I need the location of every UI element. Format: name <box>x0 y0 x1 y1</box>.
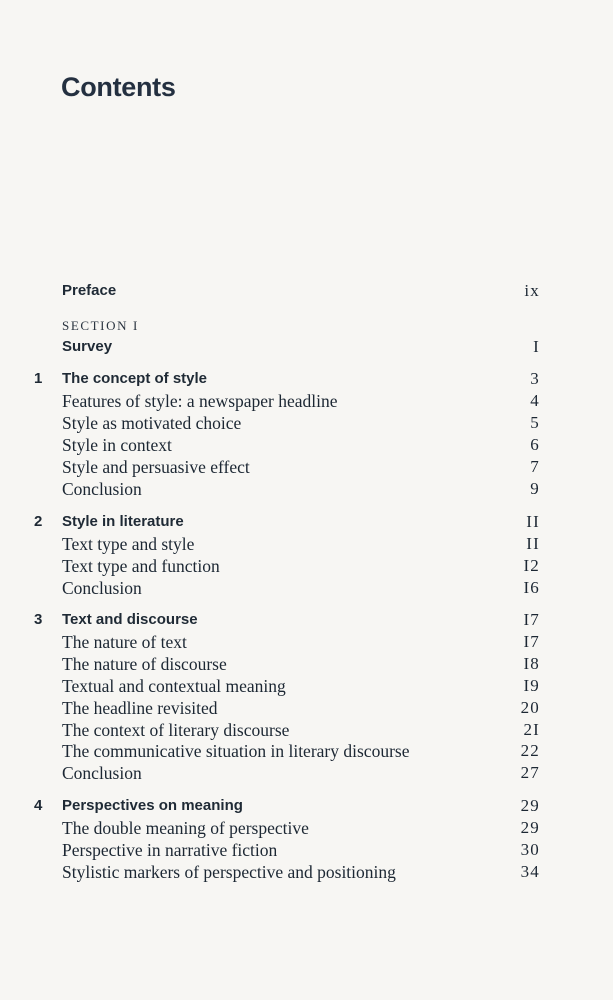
toc-entry[interactable] <box>0 533 613 555</box>
toc-page-number: ix <box>524 281 540 300</box>
toc-entry-title: Style in context <box>62 435 172 455</box>
toc-entry-survey[interactable] <box>0 336 613 358</box>
toc-entry[interactable] <box>0 762 613 784</box>
chapter-title: Text and discourse <box>62 611 198 628</box>
section-heading <box>0 315 613 337</box>
section-title: Survey <box>62 338 113 355</box>
toc-entry-title: Conclusion <box>62 763 142 783</box>
toc-entry[interactable] <box>0 697 613 719</box>
chapter-heading-1[interactable] <box>0 368 613 390</box>
toc-entry[interactable] <box>0 719 613 741</box>
chapter-heading-2[interactable] <box>0 511 613 533</box>
toc-page-number: 7 <box>530 457 540 476</box>
toc-entry-title: The nature of text <box>62 632 187 652</box>
toc-entry[interactable] <box>0 675 613 697</box>
page-title: Contents <box>61 72 176 102</box>
toc-page-number: I9 <box>523 676 540 695</box>
toc-page-number: 34 <box>520 862 540 881</box>
toc-entry-title: Features of style: a newspaper headline <box>62 391 338 411</box>
toc-entry[interactable] <box>0 839 613 861</box>
toc-page-number: I6 <box>523 578 540 597</box>
toc-entry[interactable] <box>0 577 613 599</box>
toc-entry-title: The communicative situation in literary discourse <box>62 741 410 761</box>
chapter-number: 1 <box>34 370 43 387</box>
toc-page-number: I7 <box>523 632 540 651</box>
section-label: SECTION I <box>62 318 139 333</box>
toc-entry-title: Style and persuasive effect <box>62 457 250 477</box>
toc-entry-title: Text type and function <box>62 556 220 576</box>
toc-entry[interactable] <box>0 456 613 478</box>
toc-page-number: 30 <box>520 840 540 859</box>
toc-entry-preface[interactable] <box>0 280 613 302</box>
toc-entry[interactable] <box>0 653 613 675</box>
toc-page-number: I <box>533 337 540 356</box>
toc-entry[interactable] <box>0 434 613 456</box>
toc-entry-title: Conclusion <box>62 479 142 499</box>
chapter-title: Perspectives on meaning <box>62 797 243 814</box>
chapter-title: The concept of style <box>62 370 208 387</box>
toc-entry-title: The headline revisited <box>62 698 218 718</box>
chapter-number: 2 <box>34 513 43 530</box>
toc-page-number: 3 <box>530 369 540 388</box>
toc-page-number: 27 <box>520 763 540 782</box>
toc-entry[interactable] <box>0 631 613 653</box>
chapter-heading-4[interactable] <box>0 795 613 817</box>
chapter-title: Style in literature <box>62 513 184 530</box>
toc-page-number: I7 <box>523 610 540 629</box>
toc-entry-title: Text type and style <box>62 534 195 554</box>
toc-entry-title: Textual and contextual meaning <box>62 676 286 696</box>
toc-entry[interactable] <box>0 555 613 577</box>
toc-entry[interactable] <box>0 412 613 434</box>
toc-entry-title: Stylistic markers of perspective and positioning <box>62 862 396 882</box>
toc-page-number: 29 <box>520 818 540 837</box>
toc-page-number: I2 <box>523 556 540 575</box>
toc-page-number: 5 <box>530 413 540 432</box>
toc-page-number: 20 <box>520 698 540 717</box>
toc-page-number: 9 <box>530 479 540 498</box>
toc-page-number: II <box>526 534 540 553</box>
toc-page-number: 2I <box>523 720 540 739</box>
toc-entry-title: Style as motivated choice <box>62 413 242 433</box>
toc-entry-title: The context of literary discourse <box>62 720 290 740</box>
toc-entry[interactable] <box>0 740 613 762</box>
toc-page-number: I8 <box>523 654 540 673</box>
toc-entry[interactable] <box>0 817 613 839</box>
toc-page-number: 4 <box>530 391 540 410</box>
chapter-heading-3[interactable] <box>0 609 613 631</box>
toc-page-number: 29 <box>520 796 540 815</box>
toc-entry-title: The double meaning of perspective <box>62 818 309 838</box>
toc-entry[interactable] <box>0 478 613 500</box>
toc-entry[interactable] <box>0 390 613 412</box>
chapter-number: 3 <box>34 611 43 628</box>
toc-entry-title: Preface <box>62 282 117 299</box>
toc-entry-title: Perspective in narrative fiction <box>62 840 278 860</box>
toc-page-number: 22 <box>520 741 540 760</box>
toc-entry-title: Conclusion <box>62 578 142 598</box>
toc-page-number: II <box>526 512 540 531</box>
chapter-number: 4 <box>34 797 43 814</box>
toc-entry[interactable] <box>0 861 613 883</box>
toc-page-number: 6 <box>530 435 540 454</box>
toc-entry-title: The nature of discourse <box>62 654 227 674</box>
